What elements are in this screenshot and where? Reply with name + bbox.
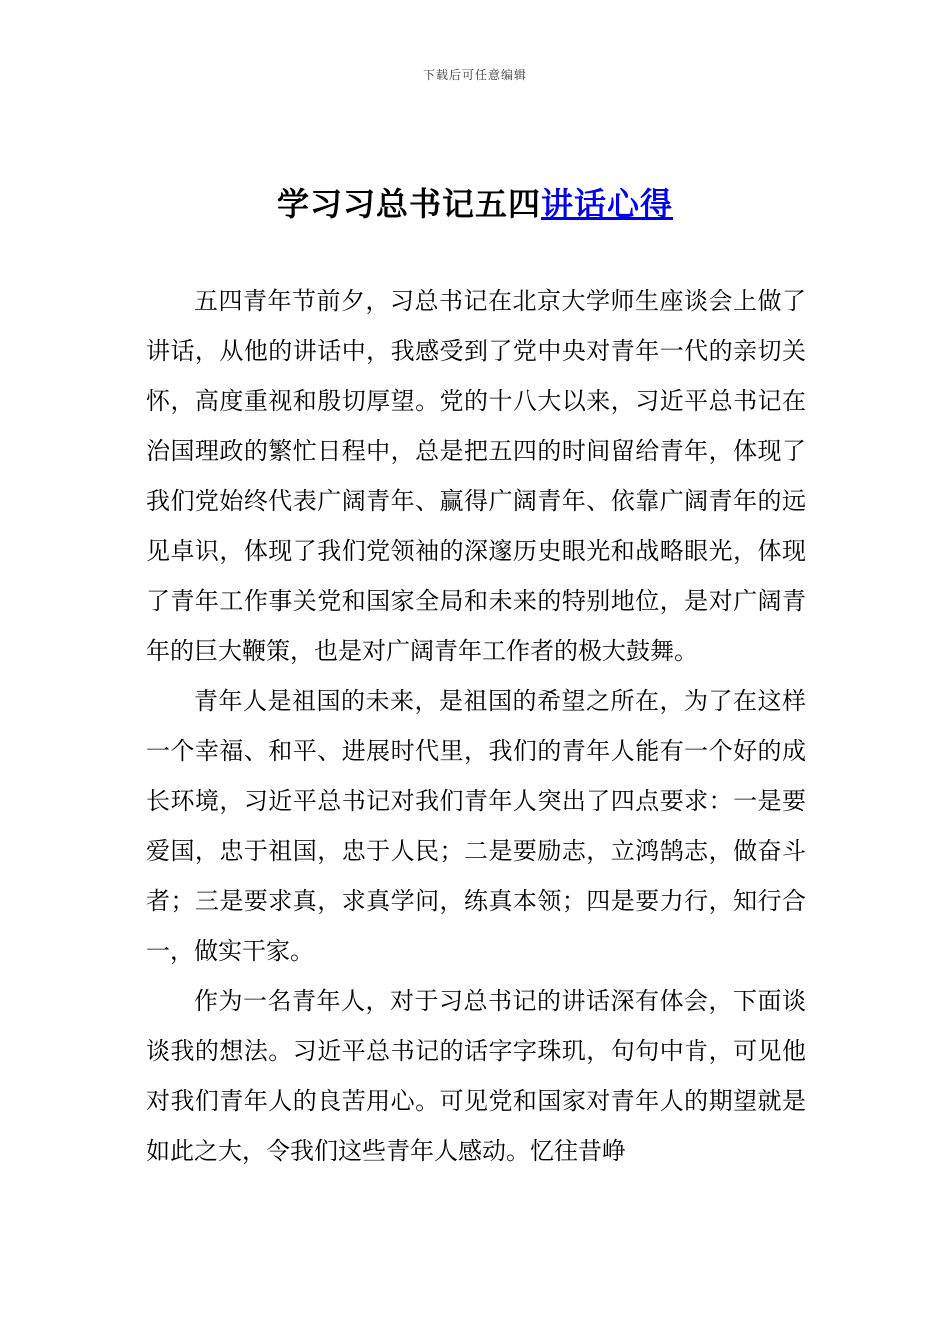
document-body (146, 276, 806, 1176)
header-note: 下载后可任意编辑 (422, 68, 527, 82)
paragraph-3: 作为一名青年人，对于习总书记的讲话深有体会，下面谈谈我的想法。习近平总书记的话字字珠玑，句句中肯，可见他对我们青年人的良苦用心。可见党和国家对青年人的期望就是如此之大，令我们这些青年人感动。忆往昔峥 (146, 987, 806, 1165)
title-link[interactable]: 讲话心得 (541, 185, 674, 223)
title-text: 学习习总书记五四 (276, 185, 541, 223)
paragraph-1: 五四青年节前夕，习总书记在北京大学师生座谈会上做了讲话，从他的讲话中，我感受到了党中央对青年一代的亲切关怀，高度重视和殷切厚望。党的十八大以来，习近平总书记在治国理政的繁忙日程中，总是把五四的时间留给青年，体现了我们党始终代表广阔青年、赢得广阔青年、依靠广阔青年的远见卓识，体现了我们党领袖的深邃历史眼光和战略眼光，体现了青年工作事关党和国家全局和未来的特别地位，是对广阔青年的巨大鞭策，也是对广阔青年工作者的极大鼓舞。 (146, 287, 806, 665)
document-title (0, 178, 950, 230)
paragraph-2: 青年人是祖国的未来，是祖国的希望之所在，为了在这样一个幸福、和平、进展时代里，我们的青年人能有一个好的成长环境，习近平总书记对我们青年人突出了四点要求：一是要爱国，忠于祖国，忠于人民；二是要励志，立鸿鹄志，做奋斗者；三是要求真，求真学问，练真本领；四是要力行，知行合一，做实干家。 (146, 687, 806, 965)
